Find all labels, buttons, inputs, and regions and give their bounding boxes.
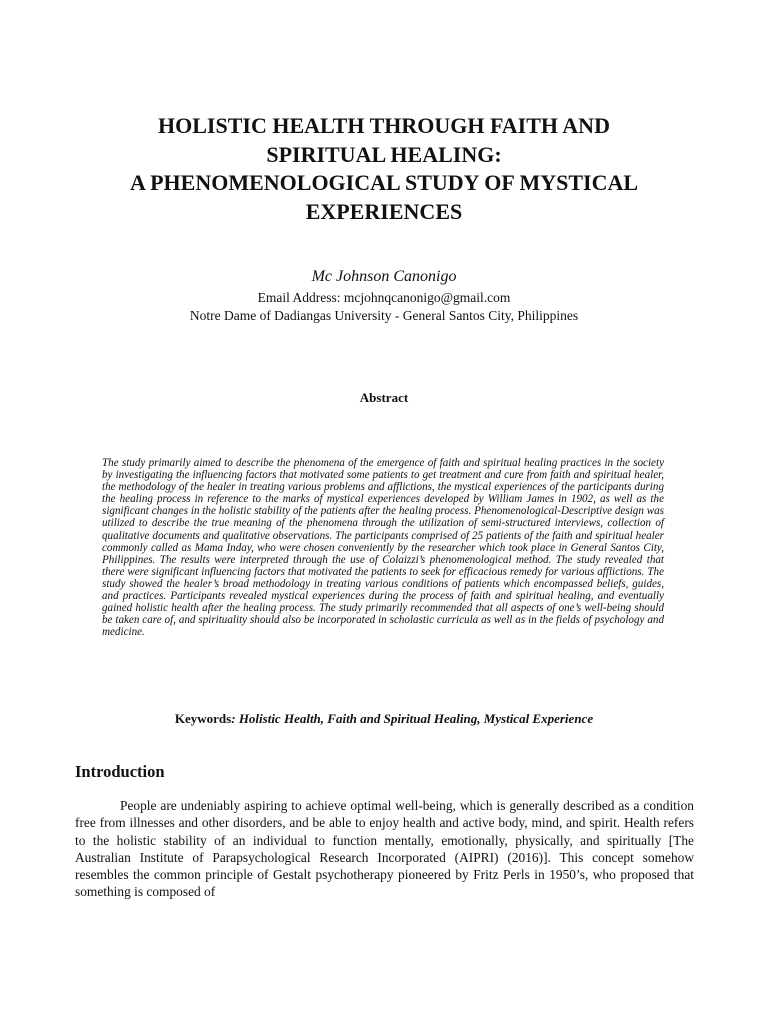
introduction-text: People are undeniably aspiring to achieve optimal well-being, which is generally described as a condition free from illnesses and other disorders, and be able to enjoy health and active body, mind, and spirit. Health refers to the holistic stability of an individual to function mentally, emotionally, physically, and spiritually [The Australian Institute of Parapsychological Research Incorporated (AIPRI) (2016)]. This concept somehow resembles the common principle of Gestalt psychotherapy pioneered by Fritz Perls in 1950’s, who proposed that something is composed of bbox=[75, 798, 694, 900]
keywords-label: Keywords bbox=[174, 711, 232, 726]
author-email: Email Address: mcjohnqcanonigo@gmail.com bbox=[257, 290, 511, 305]
author-affiliation: Notre Dame of Dadiangas University - General Santos City, Philippines bbox=[189, 308, 579, 323]
title-line: SPIRITUAL HEALING: bbox=[266, 141, 502, 167]
abstract-text: The study primarily aimed to describe the phenomena of the emergence of faith and spiritual healing practices in the society by investigating the influencing factors that motivated some patients to get treatment and cure from faith and spiritual healer, the methodology of the healer in treating various problems and afflictions, the mystical experiences of the participants during the healing process in reference to the marks of mystical experiences developed by William James in 1902, as well as the significant changes in the holistic stability of the patients after the healing process. Phenomenological-Descriptive design was utilized to describe the true meaning of the phenomena through the utilization of semi-structured interviews, collection of qualitative documents and qualitative observations. The participants comprised of 25 patients of the faith and spiritual healer commonly called as Mama Inday, who were chosen conveniently by the researcher which took place in General Santos City, Philippines. The results were interpreted through the use of Colaizzi’s phenomenological method. The study revealed that there were significant influencing factors that motivated the patients to seek for efficacious remedy for various afflictions. The study showed the healer’s broad methodology in treating various conditions of patients which encompassed beliefs, guides, and practices. Participants revealed mystical experiences during the process of faith and spiritual healing, and eventually gained holistic health after the healing process. The study primarily recommended that all aspects of one’s well-being should be taken care of, and spirituality should also be incorporated in scholastic curricula as well as in the fields of psychology and medicine. bbox=[102, 457, 664, 639]
author-name: Mc Johnson Canonigo bbox=[311, 268, 457, 285]
keywords bbox=[0, 711, 768, 727]
author-contact bbox=[0, 289, 768, 325]
title-line: EXPERIENCES bbox=[305, 198, 463, 224]
title-line: HOLISTIC HEALTH THROUGH FAITH AND bbox=[158, 113, 610, 138]
keywords-value: : Holistic Health, Faith and Spiritual Healing, Mystical Experience bbox=[231, 711, 594, 726]
abstract-heading: Abstract bbox=[359, 390, 409, 405]
title-line: A PHENOMENOLOGICAL STUDY OF MYSTICAL bbox=[129, 170, 639, 195]
introduction-heading: Introduction bbox=[75, 762, 165, 781]
paper-title bbox=[60, 112, 708, 226]
